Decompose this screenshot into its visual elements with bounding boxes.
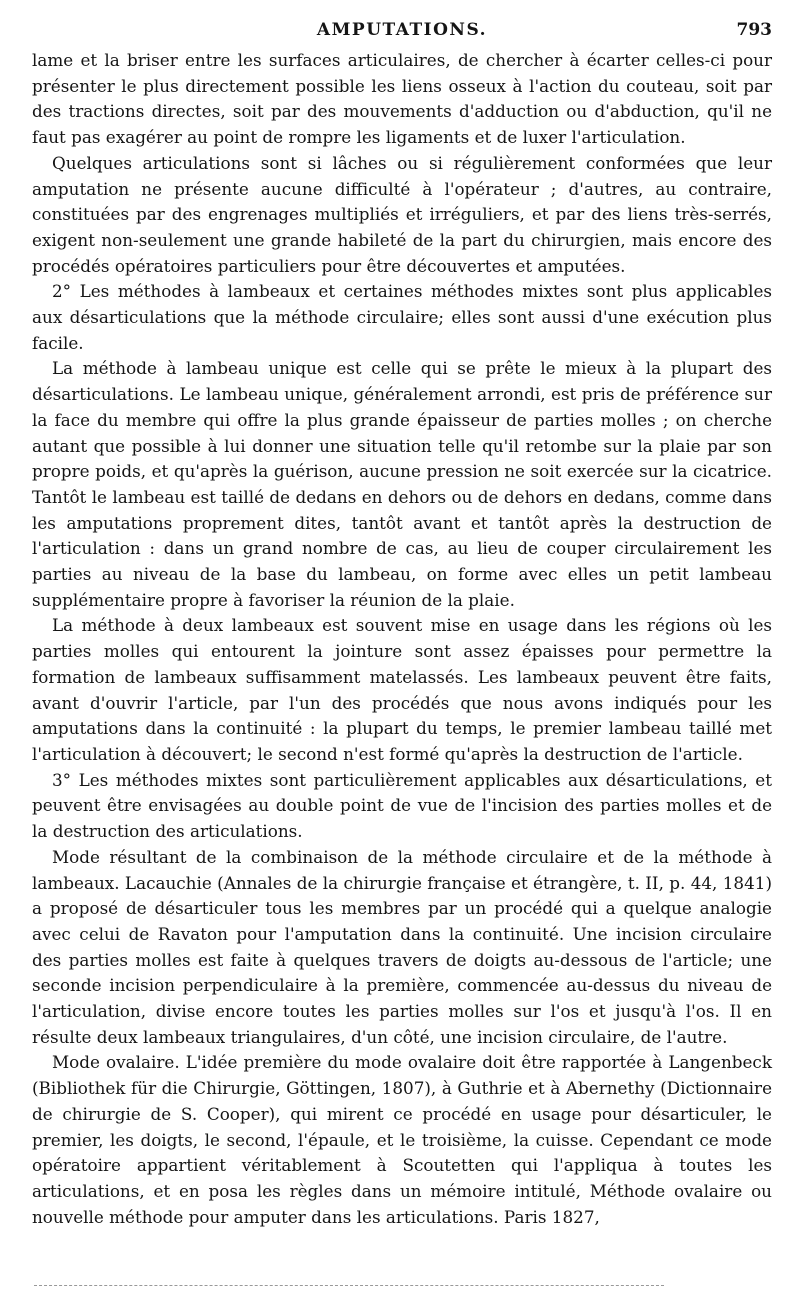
running-title: AMPUTATIONS. <box>316 20 488 40</box>
body-text <box>32 48 772 1230</box>
paragraph: La méthode à deux lambeaux est souvent mise en usage dans les régions où les parties molles qui entourent la jointure sont assez épaisses pour permettre la formation de lambeaux suffisamment matelassés. Les lambeaux peuvent être faits, avant d'ouvrir l'article, par l'un des procédés que nous avons indiqués pour les amputations dans la continuité : la plupart du temps, le premier lambeau taillé met l'articulation à découvert; le second n'est formé qu'après la destruction de l'article. <box>32 615 772 764</box>
page-number: 793 <box>736 20 772 40</box>
paragraph: Mode ovalaire. L'idée première du mode ovalaire doit être rapportée à Langenbeck (Bibliothek für die Chirurgie, Göttingen, 1807), à Guthrie et à Abernethy (Dictionnaire de chirurgie de S. Cooper), qui mirent ce procédé en usage pour désarticuler, le premier, les doigts, le second, l'épaule, et le troisième, la cuisse. Cependant ce mode opératoire appartient véritablement à Scoutetten qui l'appliqua à toutes les articulations, et en posa les règles dans un mémoire intitulé, Méthode ovalaire ou nouvelle méthode pour amputer dans les articulations. Paris 1827, <box>32 1052 772 1227</box>
footer-rule <box>34 1285 664 1286</box>
paragraph: Quelques articulations sont si lâches ou si régulièrement conformées que leur amputation ne présente aucune difficulté à l'opérateur ; d'autres, au contraire, constituées par des engrenages multipliés et irréguliers, et par des liens très-serrés, exigent non-seulement une grande habileté de la part du chirurgien, mais encore des procédés opératoires particuliers pour être découvertes et amputées. <box>32 152 772 276</box>
paragraph: 3° Les méthodes mixtes sont particulièrement applicables aux désarticulations, et peuvent être envisagées au double point de vue de l'incision des parties molles et de la destruction des articulations. <box>32 769 772 842</box>
page-header <box>32 20 772 48</box>
paragraph-continuation: lame et la briser entre les surfaces articulaires, de chercher à écarter celles-ci pour présenter le plus directement possible les liens osseux à l'action du couteau, soit par des tractions directes, soit par des mouvements d'adduction ou d'abduction, qu'il ne faut pas exagérer au point de rompre les ligaments et de luxer l'articulation. <box>32 50 772 148</box>
paragraph: Mode résultant de la combinaison de la méthode circulaire et de la méthode à lambeaux. Lacauchie (Annales de la chirurgie française et étrangère, t. II, p. 44, 1841) a proposé de désarticuler tous les membres par un procédé qui a quelque analogie avec celui de Ravaton pour l'amputation dans la continuité. Une incision circulaire des parties molles est faite à quelques travers de doigts au-dessous de l'article; une seconde incision perpendiculaire à la première, commencée au-dessus du niveau de l'articulation, divise encore toutes les parties molles sur l'os et jusqu'à l'os. Il en résulte deux lambeaux triangulaires, d'un côté, une incision circulaire, de l'autre. <box>32 846 772 1047</box>
paragraph: La méthode à lambeau unique est celle qui se prête le mieux à la plupart des désarticulations. Le lambeau unique, généralement arrondi, est pris de préférence sur la face du membre qui offre la plus grande épaisseur de parties molles ; on cherche autant que possible à lui donner une situation telle qu'il retombe sur la plaie par son propre poids, et qu'après la guérison, aucune pression ne soit exercée sur la cicatrice. Tantôt le lambeau est taillé de dedans en dehors ou de dehors en dedans, comme dans les amputations proprement dites, tantôt avant et tantôt après la destruction de l'articulation : dans un grand nombre de cas, au lieu de couper circulairement les parties au niveau de la base du lambeau, on forme avec elles un petit lambeau supplémentaire propre à favoriser la réunion de la plaie. <box>32 358 772 610</box>
book-page <box>32 20 772 1230</box>
paragraph: 2° Les méthodes à lambeaux et certaines méthodes mixtes sont plus applicables aux désarticulations que la méthode circulaire; elles sont aussi d'une exécution plus facile. <box>32 281 772 353</box>
